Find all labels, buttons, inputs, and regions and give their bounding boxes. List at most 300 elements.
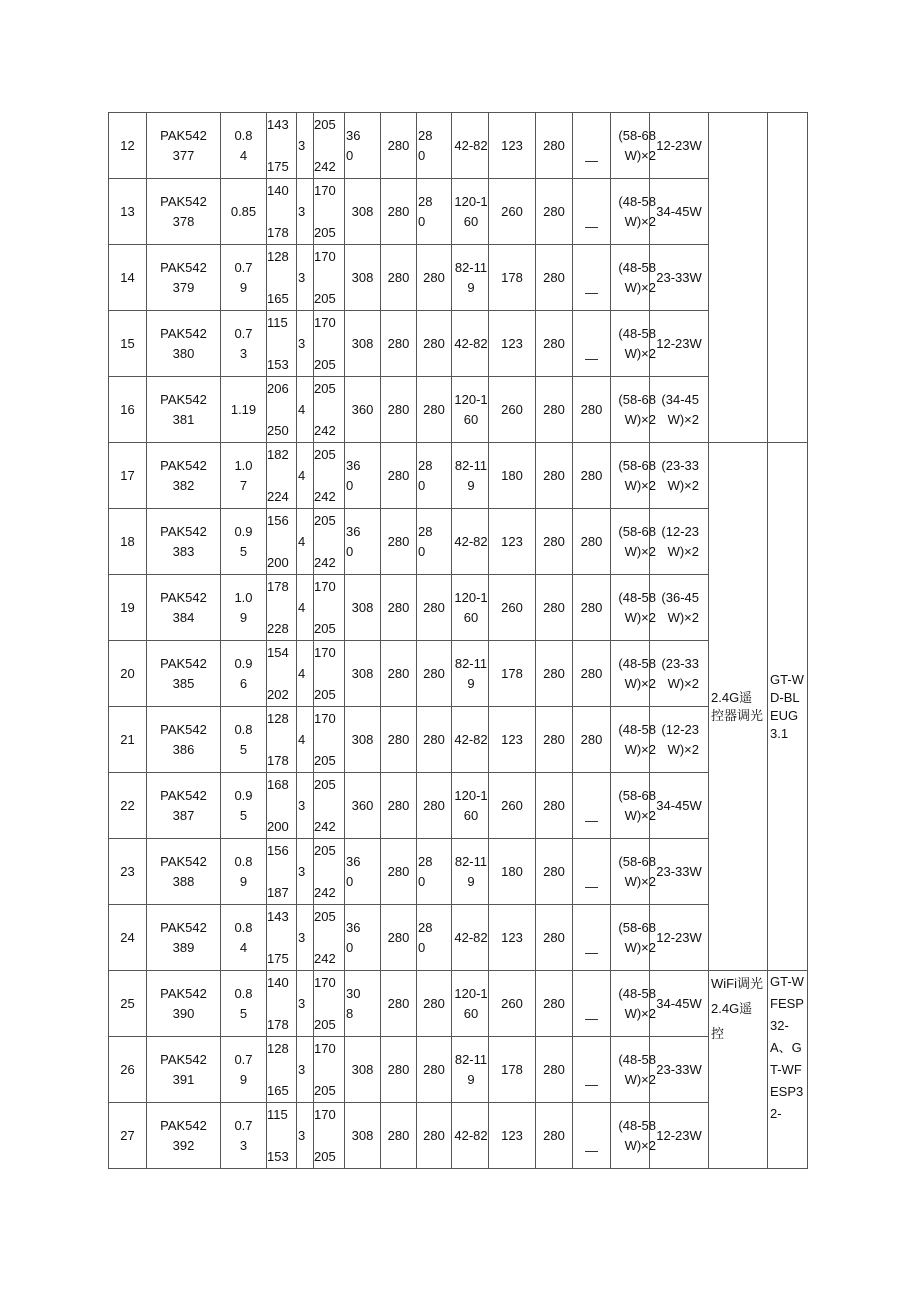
cell-text: 308	[346, 985, 361, 1021]
cell-text: 280	[387, 401, 410, 417]
cell-text: 280	[543, 599, 565, 615]
cell-text: 4	[298, 599, 306, 615]
cell-text: 280	[418, 919, 433, 955]
cell-text: 120-160	[454, 391, 488, 427]
cell-text: 280	[387, 335, 410, 351]
cell-text: 280	[580, 731, 603, 747]
power-2-cell	[650, 179, 709, 245]
cell-text: (58-68W)×2	[618, 457, 656, 493]
cell-text: 170	[314, 315, 336, 330]
model-cell	[147, 377, 221, 443]
power-1-cell	[611, 311, 656, 377]
count-cell	[297, 839, 314, 905]
model-text: PAK542390	[160, 985, 207, 1021]
range-a-cell	[267, 509, 297, 575]
power-1-cell	[611, 1037, 656, 1103]
cell-text: —	[585, 944, 598, 960]
range-a-cell	[267, 1037, 297, 1103]
count-cell	[297, 179, 314, 245]
cell-text: 280	[543, 335, 565, 351]
cell-text: 165	[267, 291, 289, 306]
range-a-cell	[267, 773, 297, 839]
cell-text: 360	[346, 919, 361, 955]
range-a-cell	[267, 839, 297, 905]
value-u-cell	[573, 773, 611, 839]
driver-model-text: GT-WFESP32-A、GT-WFESP32-	[770, 974, 804, 1121]
model-text: PAK542377	[160, 127, 207, 163]
power-1-cell	[611, 245, 656, 311]
cell-text: 4	[298, 401, 306, 417]
cell-text: 205	[314, 687, 336, 702]
range-a-cell	[267, 905, 297, 971]
range-a-cell	[267, 179, 297, 245]
cell-text: 280	[543, 269, 565, 285]
cell-text: 280	[423, 731, 445, 747]
range-b-cell	[314, 509, 345, 575]
cell-text: 280	[543, 203, 565, 219]
cell-text: 21	[120, 731, 135, 747]
factor-cell	[221, 509, 267, 575]
cell-text: 205	[314, 447, 336, 462]
cell-text: 280	[580, 599, 603, 615]
cell-text: 3	[298, 203, 306, 219]
cell-text: 205	[314, 225, 336, 240]
cell-text: 280	[387, 929, 410, 945]
cell-text: (58-68W)×2	[618, 127, 656, 163]
model-cell	[147, 641, 221, 707]
model-cell	[147, 971, 221, 1037]
cell-text: 0.96	[234, 655, 253, 691]
cell-text: (58-68W)×2	[618, 523, 656, 559]
range-b-cell	[314, 1037, 345, 1103]
cell-text: 120-160	[454, 985, 488, 1021]
dimension-e-cell	[417, 773, 452, 839]
dimension-c-cell	[345, 839, 381, 905]
cell-text: (58-68W)×2	[618, 787, 656, 823]
model-text: PAK542383	[160, 523, 207, 559]
dimension-d-cell	[381, 245, 417, 311]
model-text: PAK542391	[160, 1051, 207, 1087]
cell-text: 123	[501, 137, 523, 153]
value-s-cell	[489, 113, 536, 179]
cell-text: 202	[267, 687, 289, 702]
cell-text: 280	[543, 863, 565, 879]
cell-text: 175	[267, 951, 289, 966]
cell-text: 280	[387, 467, 410, 483]
dimension-e-cell	[417, 509, 452, 575]
value-t-cell	[536, 839, 573, 905]
cell-text: 25	[120, 995, 135, 1011]
cell-text: 27	[120, 1127, 135, 1143]
factor-cell	[221, 1103, 267, 1169]
control-cell-empty	[709, 113, 768, 443]
row-number-cell	[109, 905, 147, 971]
factor-cell	[221, 839, 267, 905]
cell-text: 228	[267, 621, 289, 636]
dimension-d-cell	[381, 311, 417, 377]
range-a-cell	[267, 311, 297, 377]
cell-text: 250	[267, 423, 289, 438]
control-method-text: WiFi调光2.4G遥控	[711, 976, 763, 1041]
cell-text: 180	[501, 863, 523, 879]
power-2-cell	[650, 443, 709, 509]
power-1-cell	[611, 773, 656, 839]
value-u-cell	[573, 113, 611, 179]
dimension-c-cell	[345, 773, 381, 839]
factor-cell	[221, 245, 267, 311]
cell-text: 178	[267, 579, 289, 594]
cell-text: 15	[120, 335, 135, 351]
dimension-c-cell	[345, 443, 381, 509]
power-2-cell	[650, 905, 709, 971]
cell-text: 170	[314, 183, 336, 198]
row-number-cell	[109, 245, 147, 311]
dimension-d-cell	[381, 773, 417, 839]
cell-text: 280	[543, 797, 565, 813]
cell-text: 308	[351, 665, 374, 681]
power-2-cell	[650, 1037, 709, 1103]
range-b-cell	[314, 905, 345, 971]
power-2-cell	[650, 509, 709, 575]
model-text: PAK542388	[160, 853, 207, 889]
row-number-cell	[109, 773, 147, 839]
cell-text: 280	[423, 665, 445, 681]
cell-text: 140	[267, 975, 289, 990]
cell-text: 260	[501, 797, 523, 813]
dimension-c-cell	[345, 509, 381, 575]
range-r-cell	[452, 377, 489, 443]
cell-text: 123	[501, 1127, 523, 1143]
power-2-cell	[650, 773, 709, 839]
cell-text: 82-119	[454, 1051, 488, 1087]
factor-cell	[221, 113, 267, 179]
cell-text: 170	[314, 579, 336, 594]
range-r-cell	[452, 509, 489, 575]
cell-text: 280	[543, 1127, 565, 1143]
cell-text: 280	[387, 533, 410, 549]
range-r-cell	[452, 443, 489, 509]
range-b-cell	[314, 575, 345, 641]
dimension-d-cell	[381, 377, 417, 443]
cell-text: 308	[351, 731, 374, 747]
cell-text: 3	[298, 995, 306, 1011]
driver-model-text: GT-WD-BLEUG3.1	[770, 671, 804, 741]
value-s-cell	[489, 1103, 536, 1169]
dimension-e-cell	[417, 377, 452, 443]
cell-text: 82-119	[454, 853, 488, 889]
range-r-cell	[452, 311, 489, 377]
cell-text: 205	[314, 621, 336, 636]
cell-text: 280	[543, 995, 565, 1011]
value-t-cell	[536, 641, 573, 707]
cell-text: 13	[120, 203, 135, 219]
power-1-cell	[611, 971, 656, 1037]
range-b-cell	[314, 971, 345, 1037]
cell-text: 82-119	[454, 655, 488, 691]
cell-text: 0.79	[234, 1051, 253, 1087]
range-b-cell	[314, 1103, 345, 1169]
model-text: PAK542379	[160, 259, 207, 295]
power-1-cell	[611, 113, 656, 179]
cell-text: 205	[314, 909, 336, 924]
dimension-c-cell	[345, 377, 381, 443]
cell-text: 4	[298, 533, 306, 549]
value-u-cell	[573, 443, 611, 509]
cell-text: 280	[543, 1061, 565, 1077]
cell-text: 280	[387, 995, 410, 1011]
cell-text: 3	[298, 797, 306, 813]
range-r-cell	[452, 905, 489, 971]
cell-text: 280	[418, 127, 433, 163]
dimension-d-cell	[381, 971, 417, 1037]
cell-text: 205	[314, 381, 336, 396]
cell-text: 242	[314, 555, 336, 570]
cell-text: 14	[120, 269, 135, 285]
dimension-e-cell	[417, 1103, 452, 1169]
cell-text: 3	[298, 269, 306, 285]
cell-text: 280	[387, 599, 410, 615]
row-number-cell	[109, 377, 147, 443]
range-b-cell	[314, 377, 345, 443]
value-t-cell	[536, 245, 573, 311]
cell-text: (12-23W)×2	[661, 721, 699, 757]
cell-text: 280	[423, 401, 445, 417]
cell-text: 12	[120, 137, 135, 153]
value-t-cell	[536, 1037, 573, 1103]
factor-cell	[221, 971, 267, 1037]
range-r-cell	[452, 707, 489, 773]
power-2-cell	[650, 245, 709, 311]
cell-text: (12-23W)×2	[661, 523, 699, 559]
cell-text: 3	[298, 137, 306, 153]
cell-text: 42-82	[454, 929, 488, 945]
cell-text: 22	[120, 797, 135, 813]
cell-text: 280	[418, 853, 433, 889]
range-r-cell	[452, 575, 489, 641]
factor-cell	[221, 641, 267, 707]
factor-cell	[221, 179, 267, 245]
model-cell	[147, 1103, 221, 1169]
factor-cell	[221, 311, 267, 377]
range-r-cell	[452, 971, 489, 1037]
range-a-cell	[267, 707, 297, 773]
range-a-cell	[267, 1103, 297, 1169]
cell-text: 260	[501, 401, 523, 417]
row-number-cell	[109, 113, 147, 179]
range-a-cell	[267, 245, 297, 311]
range-a-cell	[267, 377, 297, 443]
cell-text: 128	[267, 1041, 289, 1056]
factor-cell	[221, 575, 267, 641]
cell-text: 178	[501, 665, 523, 681]
cell-text: 170	[314, 711, 336, 726]
dimension-d-cell	[381, 1037, 417, 1103]
cell-text: —	[585, 1142, 598, 1158]
dimension-e-cell	[417, 839, 452, 905]
cell-text: 0.73	[234, 325, 253, 361]
cell-text: (48-58W)×2	[618, 1051, 656, 1087]
value-t-cell	[536, 443, 573, 509]
cell-text: 280	[543, 467, 565, 483]
power-1-cell	[611, 1103, 656, 1169]
row-number-cell	[109, 707, 147, 773]
model-text: PAK542385	[160, 655, 207, 691]
dimension-e-cell	[417, 179, 452, 245]
row-number-cell	[109, 443, 147, 509]
cell-text: 205	[314, 777, 336, 792]
value-u-cell	[573, 971, 611, 1037]
cell-text: 280	[418, 457, 433, 493]
dimension-c-cell	[345, 1103, 381, 1169]
model-cell	[147, 773, 221, 839]
cell-text: 128	[267, 711, 289, 726]
cell-text: —	[585, 1076, 598, 1092]
cell-text: 156	[267, 513, 289, 528]
cell-text: 128	[267, 249, 289, 264]
cell-text: 280	[387, 1127, 410, 1143]
cell-text: (48-58W)×2	[618, 655, 656, 691]
value-u-cell	[573, 311, 611, 377]
dimension-c-cell	[345, 575, 381, 641]
range-r-cell	[452, 641, 489, 707]
cell-text: 280	[423, 995, 445, 1011]
cell-text: 0.85	[230, 203, 257, 219]
cell-text: 0.84	[234, 919, 253, 955]
dimension-d-cell	[381, 641, 417, 707]
row-number-cell	[109, 641, 147, 707]
cell-text: 143	[267, 909, 289, 924]
cell-text: 168	[267, 777, 289, 792]
cell-text: 180	[501, 467, 523, 483]
range-a-cell	[267, 971, 297, 1037]
cell-text: 42-82	[454, 1127, 488, 1143]
cell-text: 178	[267, 753, 289, 768]
range-r-cell	[452, 179, 489, 245]
factor-cell	[221, 1037, 267, 1103]
cell-text: 170	[314, 645, 336, 660]
cell-text: 42-82	[454, 335, 488, 351]
cell-text: (48-58W)×2	[618, 259, 656, 295]
count-cell	[297, 641, 314, 707]
cell-text: 280	[387, 269, 410, 285]
value-s-cell	[489, 839, 536, 905]
cell-text: 280	[423, 335, 445, 351]
cell-text: 1.09	[234, 589, 253, 625]
range-r-cell	[452, 839, 489, 905]
cell-text: 360	[351, 401, 374, 417]
cell-text: 3	[298, 335, 306, 351]
cell-text: 308	[351, 203, 374, 219]
cell-text: 12-23W	[656, 929, 702, 945]
cell-text: 82-119	[454, 259, 488, 295]
cell-text: 360	[346, 457, 361, 493]
dimension-e-cell	[417, 905, 452, 971]
model-text: PAK542384	[160, 589, 207, 625]
value-u-cell	[573, 377, 611, 443]
cell-text: 170	[314, 1107, 336, 1122]
cell-text: (34-45W)×2	[661, 391, 699, 427]
dimension-c-cell	[345, 311, 381, 377]
cell-text: 280	[580, 401, 603, 417]
range-b-cell	[314, 839, 345, 905]
model-text: PAK542378	[160, 193, 207, 229]
cell-text: 280	[387, 797, 410, 813]
dimension-e-cell	[417, 113, 452, 179]
factor-cell	[221, 707, 267, 773]
cell-text: 34-45W	[656, 995, 702, 1011]
driver-cell-remote	[768, 443, 808, 971]
count-cell	[297, 773, 314, 839]
cell-text: 205	[314, 117, 336, 132]
cell-text: 26	[120, 1061, 135, 1077]
range-a-cell	[267, 113, 297, 179]
cell-text: 205	[314, 1083, 336, 1098]
value-u-cell	[573, 509, 611, 575]
value-s-cell	[489, 1037, 536, 1103]
cell-text: 260	[501, 995, 523, 1011]
cell-text: 140	[267, 183, 289, 198]
control-method-text: 2.4G遥控器调光	[711, 689, 764, 723]
cell-text: 24	[120, 929, 135, 945]
cell-text: 120-160	[454, 193, 488, 229]
cell-text: 178	[267, 1017, 289, 1032]
cell-text: 280	[543, 731, 565, 747]
cell-text: 115	[267, 315, 288, 330]
table-row	[109, 113, 850, 179]
cell-text: 242	[314, 159, 336, 174]
range-b-cell	[314, 245, 345, 311]
cell-text: 23-33W	[656, 863, 702, 879]
row-number-cell	[109, 311, 147, 377]
cell-text: 308	[351, 335, 374, 351]
cell-text: 170	[314, 975, 336, 990]
cell-text: 0.85	[234, 985, 253, 1021]
cell-text: 280	[423, 797, 445, 813]
cell-text: 205	[314, 1149, 336, 1164]
count-cell	[297, 311, 314, 377]
range-a-cell	[267, 641, 297, 707]
cell-text: 280	[543, 533, 565, 549]
cell-text: —	[585, 1010, 598, 1026]
dimension-c-cell	[345, 245, 381, 311]
cell-text: —	[585, 284, 598, 300]
cell-text: 19	[120, 599, 135, 615]
range-r-cell	[452, 245, 489, 311]
cell-text: 0.95	[234, 523, 253, 559]
cell-text: 178	[501, 1061, 523, 1077]
factor-cell	[221, 773, 267, 839]
cell-text: 205	[314, 843, 336, 858]
count-cell	[297, 1037, 314, 1103]
cell-text: (48-58W)×2	[618, 193, 656, 229]
cell-text: 156	[267, 843, 289, 858]
dimension-c-cell	[345, 179, 381, 245]
driver-cell-empty	[768, 113, 808, 443]
value-t-cell	[536, 377, 573, 443]
cell-text: 0.95	[234, 787, 253, 823]
power-1-cell	[611, 509, 656, 575]
dimension-d-cell	[381, 905, 417, 971]
value-u-cell	[573, 707, 611, 773]
spec-table	[108, 112, 850, 1169]
dimension-e-cell	[417, 443, 452, 509]
cell-text: 0.84	[234, 127, 253, 163]
cell-text: 4	[298, 731, 306, 747]
cell-text: 205	[314, 753, 336, 768]
cell-text: 242	[314, 489, 336, 504]
cell-text: 4	[298, 467, 306, 483]
value-t-cell	[536, 773, 573, 839]
